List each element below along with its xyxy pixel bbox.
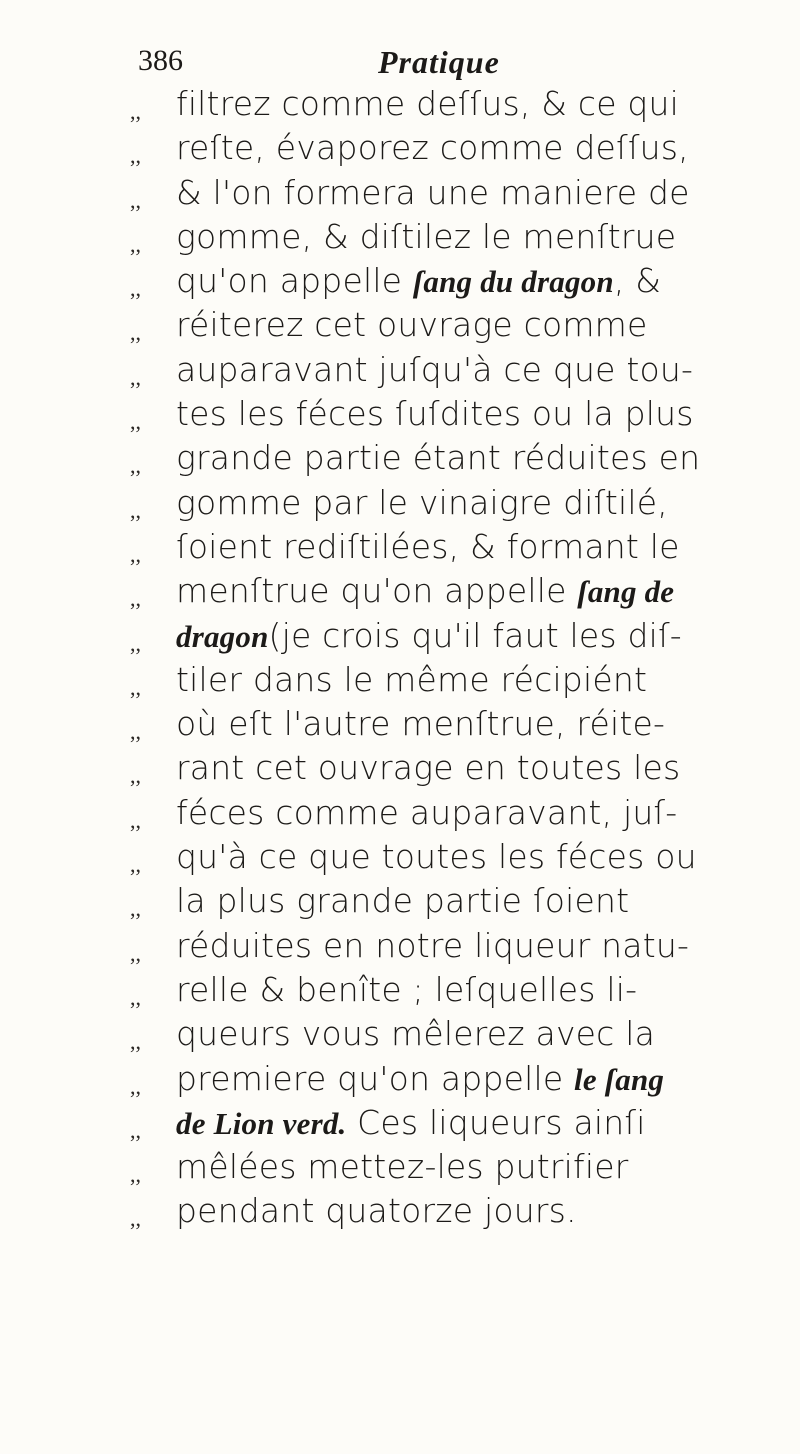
quotation-mark: ,, bbox=[130, 497, 141, 523]
text-line bbox=[130, 746, 770, 790]
text-line bbox=[130, 259, 770, 303]
italic-term: ſang du dragon bbox=[412, 264, 614, 300]
text-segment: queurs vous mêlerez avec la bbox=[176, 1014, 656, 1054]
line-text bbox=[176, 525, 680, 569]
text-segment: mêlées mettez-les putrifier bbox=[176, 1147, 629, 1187]
line-text bbox=[176, 658, 647, 702]
quotation-mark: ,, bbox=[130, 364, 141, 390]
text-line bbox=[130, 1012, 770, 1056]
quotation-mark: ,, bbox=[130, 630, 141, 656]
text-segment: tes les féces ſuſdites ou la plus bbox=[176, 394, 694, 434]
line-text bbox=[176, 569, 674, 614]
quotation-mark: ,, bbox=[130, 940, 141, 966]
line-text bbox=[176, 348, 693, 392]
quotation-mark: ,, bbox=[130, 187, 141, 213]
text-segment: la plus grande partie ſoient bbox=[176, 881, 630, 921]
text-line bbox=[130, 525, 770, 569]
text-line bbox=[130, 215, 770, 259]
line-text bbox=[176, 879, 629, 923]
text-segment: tiler dans le même récipiént bbox=[176, 659, 648, 699]
text-line bbox=[130, 303, 770, 347]
text-segment: gomme, & diſtilez le menſtrue bbox=[176, 216, 677, 256]
text-segment: réiterez cet ouvrage comme bbox=[176, 305, 648, 345]
line-text bbox=[176, 215, 676, 259]
quotation-mark: ,, bbox=[130, 231, 141, 257]
quotation-mark: ,, bbox=[130, 1206, 141, 1232]
text-segment: où eſt l'autre menſtrue, réite- bbox=[176, 704, 666, 744]
text-segment: relle & benîte ; leſquelles li- bbox=[176, 969, 638, 1009]
quotation-mark: ,, bbox=[130, 99, 141, 124]
line-text bbox=[176, 702, 665, 746]
text-line bbox=[130, 1057, 770, 1101]
quotation-mark: ,, bbox=[130, 143, 141, 169]
quotation-mark: ,, bbox=[130, 984, 141, 1010]
text-segment: qu'à ce que toutes les féces ou bbox=[176, 837, 697, 877]
text-segment: féces comme auparavant, juſ- bbox=[176, 792, 678, 832]
quotation-mark: ,, bbox=[130, 896, 141, 922]
quotation-mark: ,, bbox=[130, 1073, 141, 1099]
line-text bbox=[176, 82, 679, 126]
line-text bbox=[176, 746, 680, 790]
line-text bbox=[176, 392, 694, 436]
running-head: Pratique bbox=[378, 44, 500, 80]
text-segment: filtrez comme deſſus, & ce qui bbox=[176, 84, 680, 123]
text-line bbox=[130, 1145, 770, 1189]
line-text bbox=[176, 1057, 664, 1102]
italic-term: dragon bbox=[176, 618, 269, 654]
quotation-mark: ,, bbox=[130, 541, 141, 567]
quotation-mark: ,, bbox=[130, 1117, 141, 1143]
text-line bbox=[130, 791, 770, 835]
line-text bbox=[176, 171, 690, 215]
italic-term: le ſang bbox=[574, 1061, 665, 1097]
line-text bbox=[176, 1145, 629, 1189]
text-line bbox=[130, 1101, 770, 1145]
text-segment: & l'on formera une maniere de bbox=[176, 172, 690, 212]
line-text bbox=[176, 303, 648, 347]
quotation-mark: ,, bbox=[130, 586, 141, 612]
text-segment: reſte, évaporez comme deſſus, bbox=[176, 128, 689, 168]
line-text bbox=[176, 968, 637, 1012]
text-line bbox=[130, 126, 770, 170]
italic-term: de Lion verd. bbox=[176, 1105, 347, 1141]
line-text bbox=[176, 126, 689, 170]
text-line bbox=[130, 658, 770, 702]
text-segment: pendant quatorze jours. bbox=[176, 1191, 577, 1231]
quotation-mark: ,, bbox=[130, 1029, 141, 1055]
text-line bbox=[130, 171, 770, 215]
quotation-mark: ,, bbox=[130, 852, 141, 878]
line-text bbox=[176, 1189, 577, 1233]
text-line bbox=[130, 436, 770, 480]
text-line bbox=[130, 481, 770, 525]
text-line bbox=[130, 702, 770, 746]
text-segment: ſoient rediſtilées, & formant le bbox=[176, 526, 680, 566]
body-text bbox=[130, 82, 770, 1234]
text-line bbox=[130, 614, 770, 658]
page-number: 386 bbox=[138, 44, 183, 77]
quotation-mark: ,, bbox=[130, 276, 141, 302]
text-segment: qu'on appelle bbox=[176, 261, 413, 301]
line-text bbox=[176, 1101, 646, 1146]
text-segment: auparavant juſqu'à ce que tou- bbox=[176, 349, 694, 389]
line-text bbox=[176, 436, 700, 480]
quotation-mark: ,, bbox=[130, 719, 141, 745]
text-line bbox=[130, 968, 770, 1012]
text-segment: (je crois qu'il faut les diſ- bbox=[268, 615, 682, 655]
text-line bbox=[130, 835, 770, 879]
text-line bbox=[130, 879, 770, 923]
line-text bbox=[176, 835, 697, 879]
text-segment: Ces liqueurs ainſi bbox=[346, 1102, 646, 1142]
text-segment: , & bbox=[613, 261, 662, 301]
text-segment: menſtrue qu'on appelle bbox=[176, 571, 578, 611]
line-text bbox=[176, 1012, 655, 1056]
italic-term: ſang de bbox=[577, 574, 675, 610]
quotation-mark: ,, bbox=[130, 320, 141, 346]
line-text bbox=[176, 614, 682, 659]
text-line bbox=[130, 392, 770, 436]
text-line bbox=[130, 82, 770, 126]
text-line bbox=[130, 569, 770, 613]
text-segment: gomme par le vinaigre diſtilé, bbox=[176, 482, 668, 522]
line-text bbox=[176, 791, 677, 835]
text-segment: premiere qu'on appelle bbox=[176, 1058, 575, 1098]
text-segment: rant cet ouvrage en toutes les bbox=[176, 748, 681, 788]
line-text bbox=[176, 481, 668, 525]
quotation-mark: ,, bbox=[130, 674, 141, 700]
text-segment: réduites en notre liqueur natu- bbox=[176, 925, 690, 965]
line-text bbox=[176, 259, 661, 304]
text-line bbox=[130, 348, 770, 392]
line-text bbox=[176, 924, 689, 968]
quotation-mark: ,, bbox=[130, 409, 141, 435]
text-line bbox=[130, 924, 770, 968]
text-line bbox=[130, 1189, 770, 1233]
quotation-mark: ,, bbox=[130, 807, 141, 833]
text-segment: grande partie étant réduites en bbox=[176, 438, 701, 478]
quotation-mark: ,, bbox=[130, 1162, 141, 1188]
quotation-mark: ,, bbox=[130, 763, 141, 789]
quotation-mark: ,, bbox=[130, 453, 141, 479]
